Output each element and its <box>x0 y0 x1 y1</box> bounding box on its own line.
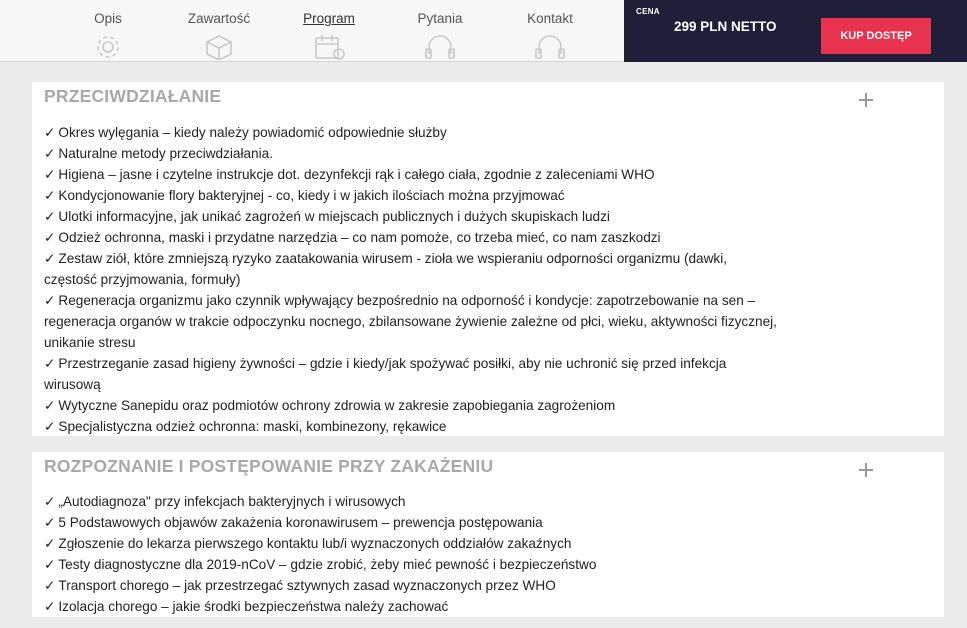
list-item-text: Testy diagnostyczne dla 2019-nCoV – gdzie zrobić, żeby mieć pewność i bezpieczeństwo <box>58 557 597 572</box>
list-item-text: Zgłoszenie do lekarza pierwszego kontaktu lub/i wyznaczonych oddziałów zakaźnych <box>58 536 572 551</box>
section-rozpoznanie <box>32 452 944 617</box>
list-item-text: Izolacja chorego – jakie środki bezpieczeństwa należy zachować <box>58 599 449 614</box>
nav-item-label: Program <box>303 11 355 26</box>
main-nav <box>0 0 624 62</box>
list-item <box>44 554 779 575</box>
check-icon: ✓ <box>44 125 56 140</box>
list-item-text: Okres wylęgania – kiedy należy powiadomić odpowiednie służby <box>58 125 447 140</box>
list-item-text: 5 Podstawowych objawów zakażenia koronawirusem – prewencja postępowania <box>58 515 543 530</box>
list-item <box>44 596 779 617</box>
check-icon: ✓ <box>44 515 56 530</box>
price-box <box>624 0 967 62</box>
check-icon: ✓ <box>44 398 56 413</box>
check-icon: ✓ <box>44 494 56 509</box>
list-item <box>44 164 779 185</box>
check-icon: ✓ <box>44 146 56 161</box>
headset-icon <box>531 32 569 60</box>
top-bar <box>0 0 967 62</box>
list-item <box>44 143 779 164</box>
expand-plus-icon[interactable] <box>859 463 873 477</box>
list-item-text: Transport chorego – jak przestrzegać sztywnych zasad wyznaczonych przez WHO <box>58 578 556 593</box>
list-item-text: Regeneracja organizmu jako czynnik wpływający bezpośrednio na odporność i kondycje: zapotrzebowanie na sen – regeneracja organów w trakcie odpoczynku nocnego, zbilansowane żywienie zależne od płci, wieku, aktywności fizycznej, unikanie stresu <box>44 293 777 350</box>
list-item-text: Odzież ochronna, maski i przydatne narzędzia – co nam pomoże, co trzeba mieć, co nam zaszkodzi <box>58 230 661 245</box>
price-value: 299 PLN NETTO <box>674 19 777 34</box>
check-icon: ✓ <box>44 251 56 266</box>
list-item-text: Przestrzeganie zasad higieny żywności – gdzie i kiedy/jak spożywać posiłki, aby nie uchronić się przed infekcja wirusową <box>44 356 727 392</box>
section-title: ROZPOZNANIE I POSTĘPOWANIE PRZY ZAKAŻENIU <box>44 456 494 476</box>
check-icon: ✓ <box>44 419 56 434</box>
list-item <box>44 353 779 395</box>
expand-plus-icon[interactable] <box>859 93 873 107</box>
list-item-text: Higiena – jasne i czytelne instrukcje dot. dezynfekcji rąk i całego ciała, zgodnie z zaleceniami WHO <box>58 167 655 182</box>
check-icon: ✓ <box>44 293 56 308</box>
nav-item-zawartosc[interactable] <box>164 0 274 62</box>
nav-item-program[interactable] <box>274 0 384 62</box>
check-icon: ✓ <box>44 599 56 614</box>
nav-item-kontakt[interactable] <box>495 0 605 62</box>
box-icon <box>200 32 238 60</box>
nav-item-label: Pytania <box>417 11 463 26</box>
check-icon: ✓ <box>44 536 56 551</box>
list-item <box>44 206 779 227</box>
section-items <box>44 122 779 437</box>
nav-item-opis[interactable] <box>53 0 163 62</box>
list-item-text: „Autodiagnoza" przy infekcjach bakteryjnych i wirusowych <box>58 494 406 509</box>
check-icon: ✓ <box>44 578 56 593</box>
nav-item-label: Kontakt <box>527 11 573 26</box>
list-item <box>44 248 779 290</box>
check-icon: ✓ <box>44 209 56 224</box>
check-icon: ✓ <box>44 167 56 182</box>
calendar-icon <box>310 32 348 60</box>
list-item <box>44 491 779 512</box>
nav-item-label: Zawartość <box>187 11 251 26</box>
check-icon: ✓ <box>44 557 56 572</box>
list-item-text: Kondycjonowanie flory bakteryjnej - co, kiedy i w jakich ilościach można przyjmować <box>58 188 565 203</box>
check-icon: ✓ <box>44 230 56 245</box>
headset-icon <box>421 32 459 60</box>
section-items <box>44 491 779 617</box>
price-label: CENA <box>636 7 660 16</box>
list-item <box>44 395 779 416</box>
list-item-text: Wytyczne Sanepidu oraz podmiotów ochrony zdrowia w zakresie zapobiegania zagrożeniom <box>58 398 616 413</box>
list-item <box>44 122 779 143</box>
check-icon: ✓ <box>44 188 56 203</box>
list-item <box>44 575 779 596</box>
list-item <box>44 185 779 206</box>
nav-item-label: Opis <box>94 11 122 26</box>
list-item <box>44 290 779 353</box>
list-item <box>44 512 779 533</box>
list-item-text: Specjalistyczna odzież ochronna: maski, kombinezony, rękawice <box>58 419 447 434</box>
list-item-text: Naturalne metody przeciwdziałania. <box>58 146 273 161</box>
section-przeciwdzialanie <box>32 82 944 436</box>
list-item <box>44 416 779 437</box>
list-item-text: Zestaw ziół, które zmniejszą ryzyko zaatakowania wirusem - zioła we wspieraniu odporności organizmu (dawki, częstość przyjmowania, formuły) <box>44 251 728 287</box>
list-item <box>44 227 779 248</box>
list-item <box>44 533 779 554</box>
buy-access-button[interactable]: KUP DOSTĘP <box>821 18 931 54</box>
check-icon: ✓ <box>44 356 56 371</box>
nav-item-pytania[interactable] <box>385 0 495 62</box>
section-title: PRZECIWDZIAŁANIE <box>44 86 222 106</box>
list-item-text: Ulotki informacyjne, jak unikać zagrożeń w miejscach publicznych i dużych skupiskach ludzi <box>58 209 610 224</box>
gear-icon <box>89 32 127 60</box>
